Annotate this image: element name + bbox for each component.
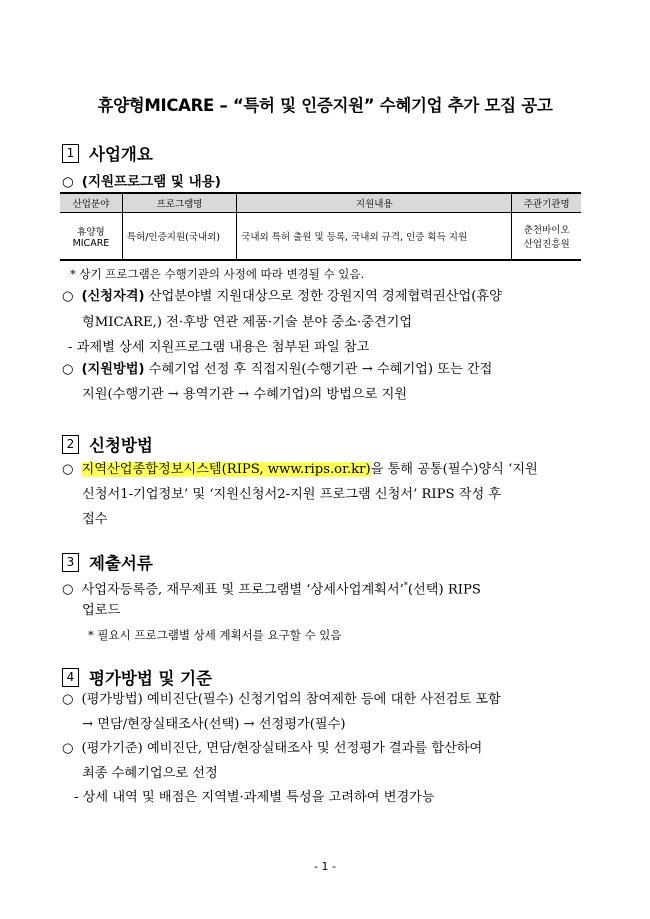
support-method-line-2: 지원(수행기관 → 용역기관 → 수혜기업)의 방법으로 지원: [82, 387, 408, 402]
bullet-circle: ○: [62, 692, 74, 707]
program-cell: 특허/인증지원(국내외): [122, 213, 236, 261]
evaluation-sub-item: - 상세 내역 및 배점은 지역별·과제별 특성을 고려하여 변경가능: [74, 790, 435, 805]
bullet-circle: ○: [62, 462, 74, 477]
program-subheading-text: (지원프로그램 및 내용): [81, 174, 221, 190]
evaluation-method-text: (평가방법) 예비진단(필수) 신청기업의 참여제한 등에 대한 사전검토 포함: [81, 692, 501, 707]
application-line-1: [62, 462, 538, 478]
section-number: 2: [62, 435, 79, 454]
qualification-text: 산업분야별 지원대상으로 정한 강원지역 경제협력권산업(휴양: [144, 289, 502, 304]
section-title: 사업개요: [89, 145, 153, 164]
program-table: [60, 192, 581, 261]
qualification-line-2: 형MICARE,) 전·후방 연관 제품·기술 분야 중소·중견기업: [82, 315, 413, 330]
documents-text: 사업자등록증, 재무제표 및 프로그램별 ‘상세사업계획서’: [81, 582, 404, 598]
section-1-heading: [62, 141, 153, 165]
rips-highlight: 지역산업종합정보시스템(RIPS, www.rips.or.kr): [81, 462, 371, 477]
documents-note: * 필요시 프로그램별 상세 계획서를 요구할 수 있음: [88, 628, 342, 642]
org-text: 산업진흥원: [523, 239, 570, 250]
section-title: 신청방법: [89, 436, 153, 455]
evaluation-method-line-2: → 면담/현장실태조사(선택) → 선정평가(필수): [82, 717, 346, 732]
bullet-circle: ○: [62, 289, 74, 304]
qualification-sub-item: - 과제별 상세 지원프로그램 내용은 첨부된 파일 참고: [68, 340, 370, 355]
section-3-heading: [62, 550, 153, 574]
evaluation-criteria-text: (평가기준) 예비진단, 면담/현장실태조사 및 선정평가 결과를 합산하여: [81, 741, 483, 756]
support-method-text: 수혜기업 선정 후 직접지원(수행기관 → 수혜기업) 또는 간접: [144, 362, 493, 377]
table-note: * 상기 프로그램은 수행기관의 사정에 따라 변경될 수 있음.: [70, 267, 365, 281]
bullet-circle: ○: [62, 174, 74, 190]
section-number: 3: [62, 553, 79, 572]
evaluation-criteria-line-2: 최종 수혜기업으로 선정: [82, 766, 218, 781]
table-header-row: [60, 193, 581, 213]
support-method-line-1: [62, 362, 492, 378]
section-title: 제출서류: [89, 554, 153, 573]
org-text: 춘천바이오: [523, 225, 570, 236]
bullet-circle: ○: [62, 582, 74, 598]
document-title: 휴양형MICARE – “특허 및 인증지원” 수혜기업 추가 모집 공고: [97, 96, 553, 115]
support-method-label: (지원방법): [81, 362, 145, 377]
page-number: - 1 -: [314, 860, 336, 873]
qualification-label: (신청자격): [81, 289, 145, 304]
field-cell: [60, 213, 122, 261]
application-line-2: 신청서1-기업정보’ 및 ‘지원신청서2-지원 프로그램 신청서’ RIPS 작성 후: [82, 487, 502, 502]
section-title: 평가방법 및 기준: [89, 669, 213, 688]
evaluation-criteria-line-1: [62, 741, 482, 757]
section-2-heading: [62, 432, 153, 456]
table-row: [60, 213, 581, 261]
field-text: 휴양형: [77, 226, 105, 238]
table-header: 프로그램명: [122, 193, 236, 213]
bullet-circle: ○: [62, 741, 74, 756]
section-number: 4: [62, 668, 79, 687]
section-4-heading: [62, 665, 212, 689]
documents-text-end: (선택) RIPS: [407, 582, 481, 598]
section-number: 1: [62, 144, 79, 163]
footnote-star: *: [403, 581, 408, 590]
application-text: 을 통해 공통(필수)양식 ‘지원: [370, 462, 538, 477]
org-cell: [512, 213, 581, 261]
program-subheading: [62, 170, 221, 190]
table-header: 지원내용: [237, 193, 512, 213]
documents-line-1: [62, 578, 481, 598]
bullet-circle: ○: [62, 362, 74, 377]
field-text: MICARE: [72, 237, 110, 249]
table-header: 산업분야: [60, 193, 122, 213]
qualification-line-1: [62, 289, 502, 305]
application-line-3: 접수: [82, 512, 108, 527]
content-cell: 국내외 특허 출원 및 등록, 국내외 규격, 인증 획득 지원: [237, 213, 512, 261]
evaluation-method-line-1: [62, 692, 501, 708]
table-header: 주관기관명: [512, 193, 581, 213]
documents-line-2: 업로드: [82, 603, 121, 618]
